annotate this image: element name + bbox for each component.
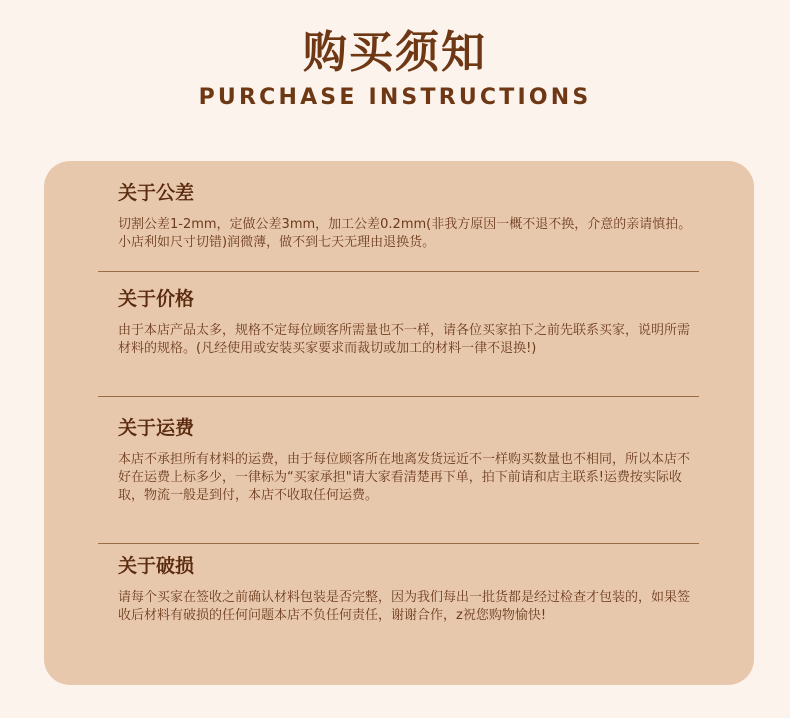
section-divider [98, 543, 699, 544]
section-divider [98, 271, 699, 272]
page-subtitle: PURCHASE INSTRUCTIONS [198, 85, 592, 110]
section-shipping [118, 416, 698, 505]
page-title: 购买须知 [303, 27, 487, 78]
instructions-card [44, 161, 754, 685]
section-title: 关于公差 [118, 182, 195, 204]
section-body: 由于本店产品太多，规格不定每位顾客所需量也不一样，请各位买家拍下之前先联系买家，说明所需材料的规格。(凡经使用或安装买家要求而裁切或加工的材料一律不退换!) [118, 323, 691, 356]
section-title: 关于价格 [118, 288, 195, 310]
section-divider [98, 396, 699, 397]
section-title: 关于破损 [118, 555, 195, 577]
section-price [118, 287, 698, 358]
section-damage [118, 554, 698, 625]
section-body: 请每个买家在签收之前确认材料包装是否完整，因为我们每出一批货都是经过检查才包装的，如果签收后材料有破损的任何问题本店不负任何责任，谢谢合作，z祝您购物愉快! [118, 590, 691, 623]
section-tolerance [118, 181, 698, 252]
section-body: 切割公差1-2mm，定做公差3mm，加工公差0.2mm(非我方原因一概不退不换，介意的亲请慎拍。小店利如尺寸切错)润微薄，做不到七天无理由退换货。 [118, 217, 692, 250]
section-body: 本店不承担所有材料的运费，由于每位顾客所在地离发货远近不一样购买数量也不相同，所以本店不好在运费上标多少，一律标为“买家承担"请大家看清楚再下单，拍下前请和店主联系!运费按实际收取，物流一般是到付，本店不收取任何运费。 [118, 452, 691, 503]
section-title: 关于运费 [118, 417, 195, 439]
